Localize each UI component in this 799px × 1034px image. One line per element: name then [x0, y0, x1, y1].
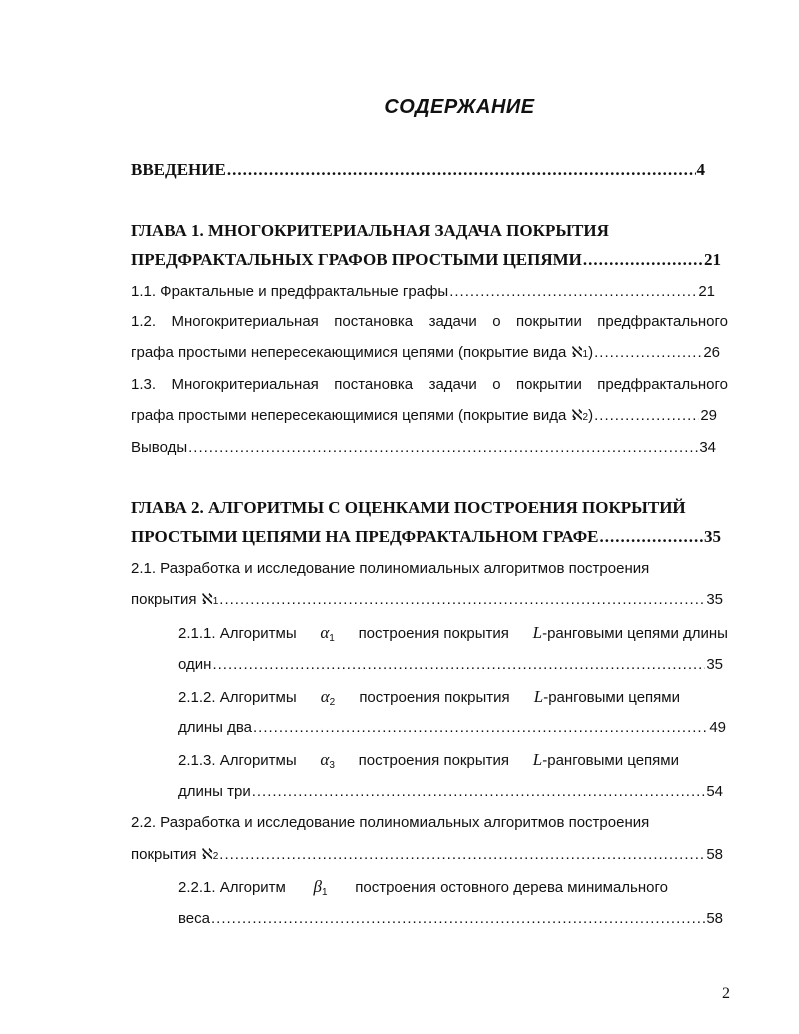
toc-chapter1-line2[interactable]	[131, 250, 721, 270]
closing-paren: )	[588, 344, 594, 361]
aleph-subscript: 2	[212, 851, 219, 862]
toc-entry-2-1-line1[interactable]: 2.1. Разработка и исследование полиномиальных алгоритмов построения	[131, 560, 650, 577]
toc-entry-mid: построения покрытия	[358, 752, 509, 769]
toc-entry-1-3-line1[interactable]: 1.3. Многокритериальная постановка задачи о покрытии предфрактального	[131, 376, 728, 393]
toc-entry-2-2-line1[interactable]: 2.2. Разработка и исследование полиномиальных алгоритмов построения	[131, 814, 650, 831]
toc-entry-page: 35	[706, 591, 723, 608]
toc-entry-2-1-2-line2[interactable]	[178, 719, 726, 736]
toc-entry-page: 21	[698, 283, 715, 300]
toc-entry-prefix: 2.2.1. Алгоритм	[178, 879, 286, 896]
toc-entry-prefix: 2.1.3. Алгоритмы	[178, 752, 297, 769]
toc-entry-1-3-line2[interactable]	[131, 406, 717, 425]
toc-chapter2-line1[interactable]: ГЛАВА 2. АЛГОРИТМЫ С ОЦЕНКАМИ ПОСТРОЕНИЯ ПОКРЫТИЙ	[131, 498, 686, 517]
toc-entry-2-1-line2[interactable]	[131, 590, 723, 609]
dot-leader	[219, 846, 705, 863]
toc-entry-page: 54	[706, 783, 723, 800]
toc-entry-page: 21	[704, 250, 721, 269]
toc-title: СОДЕРЖАНИЕ	[384, 96, 535, 118]
toc-entry-2-2-1-line1[interactable]	[178, 877, 668, 898]
toc-entry-1-2-line2[interactable]	[131, 343, 720, 362]
dot-leader	[594, 407, 699, 424]
dot-leader	[252, 783, 706, 800]
beta-symbol: β	[313, 877, 322, 896]
dot-leader	[212, 656, 705, 673]
toc-entry-label: ПРЕДФРАКТАЛЬНЫХ ГРАФОВ ПРОСТЫМИ ЦЕПЯМИ	[131, 250, 582, 269]
toc-entry-label: графа простыми непересекающимися цепями (покрытие вида	[131, 344, 567, 361]
toc-entry-label: графа простыми непересекающимися цепями (покрытие вида	[131, 407, 567, 424]
dot-leader	[227, 160, 696, 180]
toc-entry-label: один	[178, 656, 212, 673]
toc-entry-2-2-1-line2[interactable]	[178, 910, 723, 927]
aleph-subscript: 1	[212, 596, 219, 607]
toc-entry-rest: -ранговыми цепями	[543, 689, 680, 706]
toc-entry-conclusions[interactable]	[131, 439, 716, 456]
dot-leader	[188, 439, 698, 456]
toc-entry-rest: -ранговыми цепями длины	[542, 625, 728, 642]
toc-entry-intro[interactable]	[131, 160, 705, 180]
toc-entry-page: 35	[706, 656, 723, 673]
toc-entry-2-1-3-line1[interactable]	[178, 750, 679, 771]
dot-leader	[211, 910, 705, 927]
dot-leader	[600, 527, 703, 547]
alpha-subscript: 1	[329, 633, 335, 644]
toc-entry-page: 29	[700, 407, 717, 424]
toc-entry-1-2-line1[interactable]: 1.2. Многокритериальная постановка задачи о покрытии предфрактального	[131, 313, 728, 330]
toc-entry-2-1-1-line2[interactable]	[178, 656, 723, 673]
dot-leader	[253, 719, 708, 736]
toc-entry-1-1[interactable]	[131, 283, 715, 300]
toc-entry-mid: построения покрытия	[358, 625, 509, 642]
l-symbol: L	[532, 623, 543, 642]
toc-chapter1-line1[interactable]: ГЛАВА 1. МНОГОКРИТЕРИАЛЬНАЯ ЗАДАЧА ПОКРЫТИЯ	[131, 221, 609, 240]
toc-entry-page: 34	[699, 439, 716, 456]
toc-chapter2-line2[interactable]	[131, 527, 721, 547]
dot-leader	[449, 283, 697, 300]
toc-entry-2-2-line2[interactable]	[131, 845, 723, 864]
aleph-symbol: ℵ	[201, 847, 213, 863]
toc-entry-2-1-3-line2[interactable]	[178, 783, 723, 800]
toc-entry-label: Выводы	[131, 439, 188, 456]
alpha-symbol: α	[320, 750, 330, 769]
dot-leader	[219, 591, 705, 608]
toc-entry-label: веса	[178, 910, 210, 927]
alpha-subscript: 2	[329, 697, 336, 708]
toc-entry-mid: построения покрытия	[359, 689, 510, 706]
toc-entry-label: покрытия	[131, 591, 197, 608]
aleph-symbol: ℵ	[571, 408, 583, 424]
aleph-subscript: 2	[582, 412, 589, 423]
alpha-symbol: α	[320, 623, 330, 642]
toc-entry-label: длины два	[178, 719, 253, 736]
dot-leader	[594, 344, 702, 361]
toc-entry-label: покрытия	[131, 846, 197, 863]
toc-entry-label: ПРОСТЫМИ ЦЕПЯМИ НА ПРЕДФРАКТАЛЬНОМ ГРАФЕ	[131, 527, 599, 546]
toc-entry-page: 58	[706, 846, 723, 863]
l-symbol: L	[533, 687, 544, 706]
toc-entry-page: 35	[704, 527, 721, 546]
alpha-symbol: α	[320, 687, 330, 706]
toc-entry-page: 4	[696, 160, 705, 179]
toc-entry-prefix: 2.1.2. Алгоритмы	[178, 689, 297, 706]
page-number: 2	[722, 985, 730, 1002]
aleph-subscript: 1	[582, 349, 589, 360]
toc-entry-page: 49	[709, 719, 726, 736]
toc-entry-rest: построения остовного дерева минимального	[355, 879, 668, 896]
closing-paren: )	[588, 407, 594, 424]
toc-entry-label: 1.1. Фрактальные и предфрактальные графы	[131, 283, 449, 300]
toc-entry-2-1-2-line1[interactable]	[178, 687, 680, 708]
alpha-subscript: 3	[329, 760, 335, 771]
toc-entry-page: 58	[706, 910, 723, 927]
toc-entry-rest: -ранговыми цепями	[542, 752, 679, 769]
toc-entry-label: длины три	[178, 783, 251, 800]
dot-leader	[583, 250, 703, 270]
toc-entry-2-1-1-line1[interactable]	[178, 623, 728, 644]
l-symbol: L	[532, 750, 543, 769]
beta-subscript: 1	[322, 887, 328, 898]
aleph-symbol: ℵ	[201, 592, 213, 608]
toc-entry-label: ВВЕДЕНИЕ	[131, 160, 226, 179]
toc-entry-page: 26	[703, 344, 720, 361]
aleph-symbol: ℵ	[571, 345, 583, 361]
toc-entry-prefix: 2.1.1. Алгоритмы	[178, 625, 297, 642]
